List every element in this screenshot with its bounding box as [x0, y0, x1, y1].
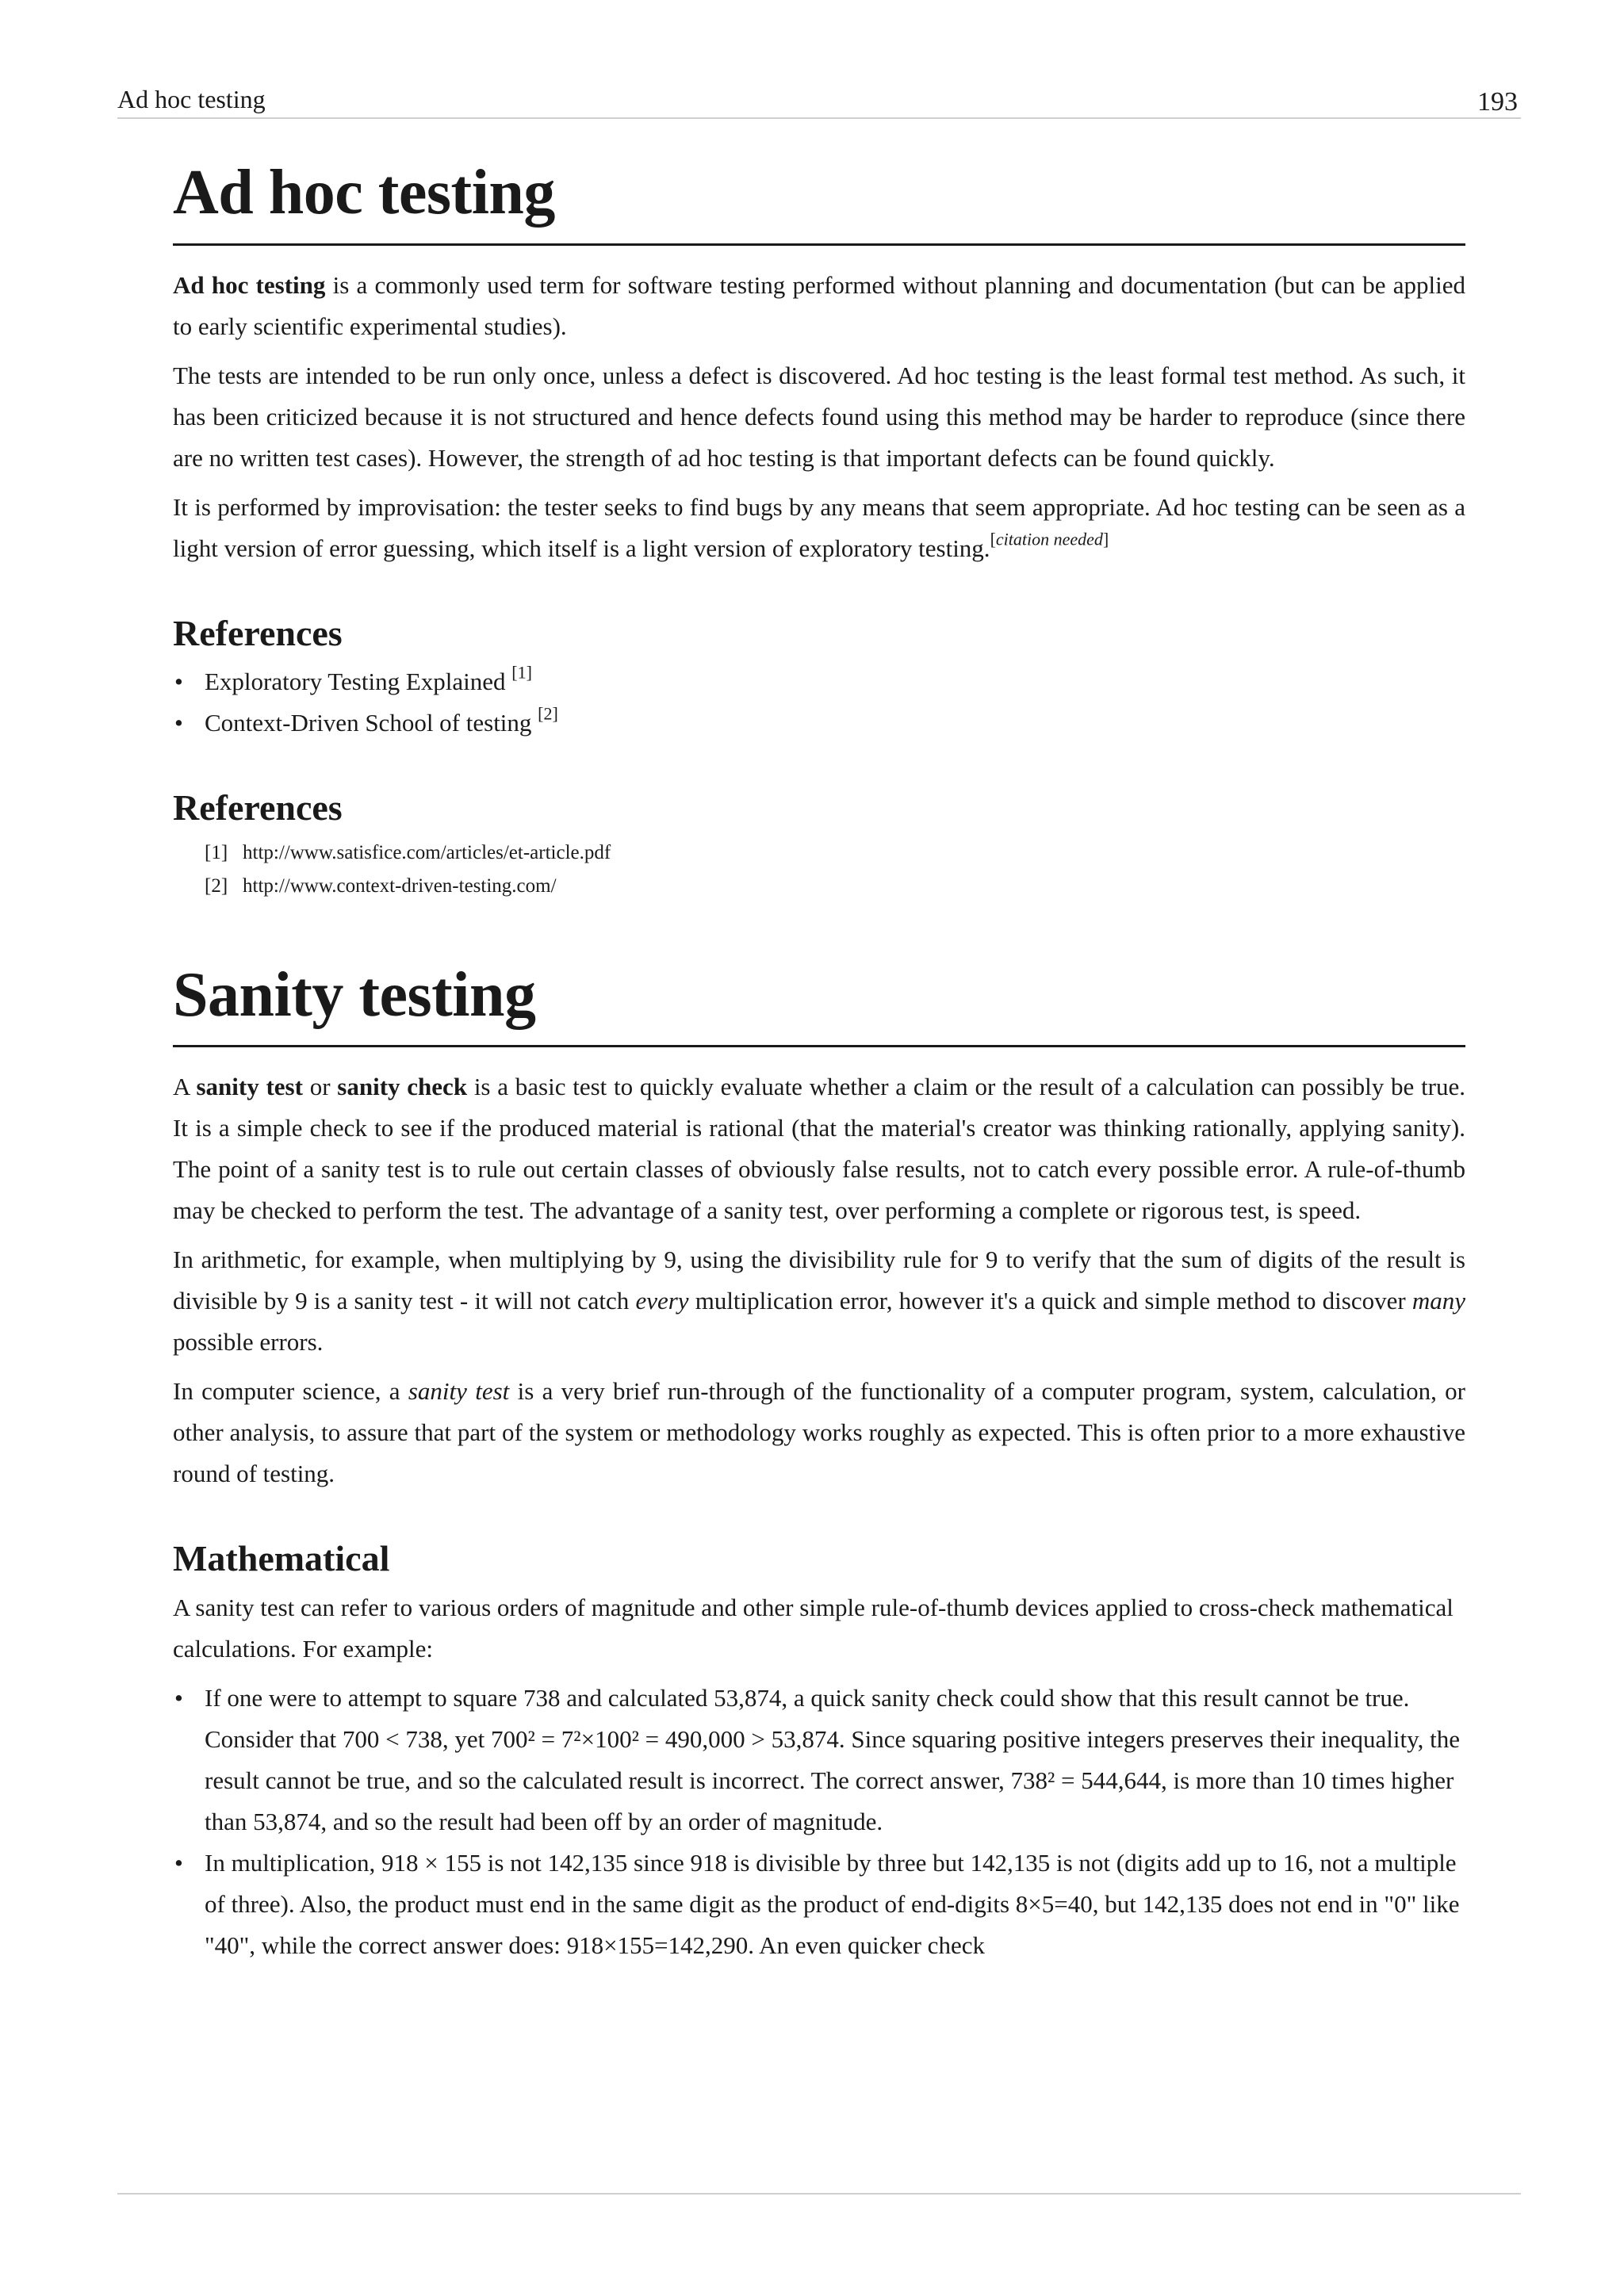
- reference-number: [1]: [205, 841, 228, 863]
- reference-url[interactable]: http://www.context-driven-testing.com/: [243, 874, 557, 897]
- section-heading-references: References: [173, 612, 343, 653]
- bullet-icon: •: [174, 1683, 183, 1712]
- list-item: • In multiplication, 918 × 155 is not 142,135 since 918 is divisible by three but 142,135 is not (digits add up to 16, not a multiple of three). Also, the product must end in the same digit as the product of end-digits 8×5=40, but 142,135 does not end in "0" like "40", while the correct answer does: 918×155=142,290. An even quicker check: [173, 1843, 1465, 1966]
- external-links-list: [173, 661, 1465, 744]
- math-intro: A sanity test can refer to various orders of magnitude and other simple rule-of-thumb devices applied to cross-check mathematical calculations. For example:: [173, 1593, 1454, 1663]
- article-title-ad-hoc: Ad hoc testing: [173, 155, 1465, 246]
- sanity-paragraph-2: In arithmetic, for example, when multiplying by 9, using the divisibility rule for 9 to verify that the sum of digits of the result is divisible by 9 is a sanity test - it will not catch every multiplication error, however it's a quick and simple method to discover many possible errors.: [173, 1246, 1465, 1357]
- link-context-driven[interactable]: Context-Driven School of testing: [205, 709, 538, 737]
- math-examples-list: [173, 1678, 1465, 1966]
- page-content: [173, 155, 1465, 1971]
- adhoc-paragraph-2: The tests are intended to be run only once, unless a defect is discovered. Ad hoc testing is the least formal test method. As such, it has been criticized because it is not structured and hence defects found using this method may be harder to reproduce (since there are no written test cases). However, the strength of ad hoc testing is that important defects can be found quickly.: [173, 361, 1465, 472]
- sanity-paragraph-1: A sanity test or sanity check is a basic test to quickly evaluate whether a claim or the result of a calculation can possibly be true. It is a simple check to see if the produced material is rational (that the material's creator was thinking rationally, applying sanity). The point of a sanity test is to rule out certain classes of obviously false results, not to catch every possible error. A rule-of-thumb may be checked to perform the test. The advantage of a sanity test, over performing a complete or rigorous test, is speed.: [173, 1073, 1466, 1225]
- reference-url[interactable]: http://www.satisfice.com/articles/et-article.pdf: [243, 841, 611, 863]
- article-title-sanity: Sanity testing: [173, 957, 1465, 1048]
- reference-number: [2]: [205, 874, 228, 897]
- section-heading-references-2: References: [173, 787, 343, 828]
- running-title: Ad hoc testing: [117, 85, 266, 113]
- adhoc-paragraph-1: Ad hoc testing is a commonly used term for software testing performed without planning and documentation (but can be applied to early scientific experimental studies).: [173, 270, 1465, 340]
- adhoc-term: Ad hoc testing: [173, 270, 326, 299]
- reference-list: [173, 836, 1465, 903]
- citation-needed[interactable]: [citation needed]: [990, 529, 1109, 549]
- bullet-icon: •: [174, 709, 183, 737]
- reference-item: [173, 870, 1465, 903]
- list-item: • If one were to attempt to square 738 and calculated 53,874, a quick sanity check could show that this result cannot be true. Consider that 700 < 738, yet 700² = 7²×100² = 490,000 > 53,874. Since squaring positive integers preserves their inequality, the result cannot be true, and so the calculated result is incorrect. The correct answer, 738² = 544,644, is more than 10 times higher than 53,874, and so the result had been off by an order of magnitude.: [173, 1678, 1465, 1843]
- footer-rule: [117, 2193, 1521, 2195]
- bullet-icon: •: [174, 668, 183, 696]
- reference-item: [173, 836, 1465, 870]
- section-heading-mathematical: Mathematical: [173, 1538, 390, 1579]
- list-item: [173, 661, 1465, 702]
- footnote-ref-1[interactable]: [1]: [511, 662, 532, 683]
- link-exploratory-testing[interactable]: Exploratory Testing Explained: [205, 668, 512, 696]
- adhoc-paragraph-3: It is performed by improvisation: the tester seeks to find bugs by any means that seem appropriate. Ad hoc testing can be seen as a light version of error guessing, which itself is a light version of exploratory testing.[citation needed]: [173, 492, 1465, 562]
- sanity-paragraph-3: In computer science, a sanity test is a very brief run-through of the functionality of a computer program, system, calculation, or other analysis, to assure that part of the system or methodology works roughly as expected. This is often prior to a more exhaustive round of testing.: [173, 1377, 1465, 1488]
- page-number: 193: [1477, 87, 1518, 117]
- bullet-icon: •: [174, 1848, 183, 1877]
- list-item: [173, 702, 1465, 744]
- footnote-ref-2[interactable]: [2]: [538, 703, 558, 724]
- page-header: [117, 79, 1521, 119]
